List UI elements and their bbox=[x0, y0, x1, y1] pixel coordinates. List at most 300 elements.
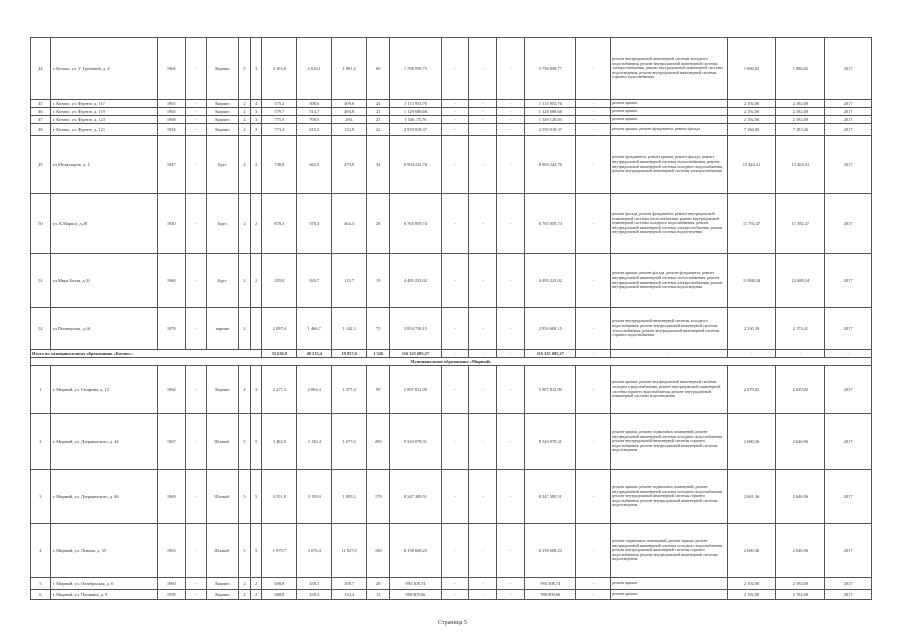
cell-c3: - bbox=[497, 116, 525, 124]
cell-total: 8 247 389,51 bbox=[390, 470, 441, 524]
cell-year: 1965 bbox=[157, 100, 185, 108]
section-row bbox=[31, 358, 872, 366]
cell-s3: 1 961,2 bbox=[332, 38, 367, 100]
cell-works: ремонт крыши, ремонт подвальных помещений, ремонт внутридомовой инженерной системы холодного водоснабжения, ремонт внутридомовой инженерной системы горячего водоснабжения, ремонт внутридомовой инженерной системы водоотведения bbox=[611, 414, 727, 470]
cell-addr: ул.Пионерская, д.16 bbox=[50, 308, 157, 350]
cell-yr: 2017 bbox=[825, 38, 872, 100]
cell-addr: ул.Мелиаторов, д. 4 bbox=[50, 136, 157, 194]
cell-c3: - bbox=[497, 124, 525, 136]
cell-ent: 3 bbox=[250, 38, 262, 100]
cell-p1: 2 192,00 bbox=[727, 100, 776, 108]
table-row bbox=[31, 254, 872, 308]
cell-c3: - bbox=[497, 470, 525, 524]
cell-total: 6 765 859,74 bbox=[390, 194, 441, 254]
cell-sum: 8 543 078,31 bbox=[525, 414, 576, 470]
cell-res: 22 bbox=[367, 124, 390, 136]
cell-p2: 13 404,41 bbox=[776, 136, 825, 194]
cell-b: - bbox=[185, 590, 206, 600]
cell-res: 28 bbox=[367, 194, 390, 254]
cell-c2: - bbox=[469, 194, 497, 254]
cell-d: - bbox=[576, 116, 611, 124]
cell-p1: 1 086,02 bbox=[727, 38, 776, 100]
cell-fl: 4 bbox=[239, 366, 251, 414]
cell-total: 8 543 078,31 bbox=[390, 414, 441, 470]
cell-res: 200 bbox=[367, 414, 390, 470]
cell-ent: 3 bbox=[250, 116, 262, 124]
cell-total: 8 904 242,76 bbox=[390, 136, 441, 194]
cell-d: - bbox=[576, 470, 611, 524]
cell-n: 45 bbox=[31, 100, 51, 108]
table-body-kotovo bbox=[31, 38, 872, 350]
cell-yr: 2017 bbox=[825, 136, 872, 194]
cell-sum: 4 495 225,02 bbox=[525, 254, 576, 308]
cell-addr: ул.Мира Белая, д.31 bbox=[50, 254, 157, 308]
cell-yr: 2017 bbox=[825, 254, 872, 308]
cell-p1: 11 888,34 bbox=[727, 254, 776, 308]
cell-addr: г. Котово, ул. Фрунзе, д. 121 bbox=[50, 124, 157, 136]
cell-works: ремонт подвальных помещений, ремонт крыши, ремонт внутридомовой инженерной системы холодного водоснабжения, ремонт внутридомовой инженерной системы горячего водоснабжения, ремонт внутридомовой инженерной системы водоотведения bbox=[611, 524, 727, 578]
cell-c3: - bbox=[497, 136, 525, 194]
cell-total: 993 308,74 bbox=[390, 578, 441, 590]
cell-p1: 2 679,82 bbox=[727, 366, 776, 414]
cell-mat: Шлакоб. bbox=[206, 470, 239, 524]
cell-addr: г. Котово, ул. У. Громовой, д. 4 bbox=[50, 38, 157, 100]
cell-s1: 498,8 bbox=[262, 578, 297, 590]
cell-works: ремонт крыши bbox=[611, 116, 727, 124]
cell-ent: 3 bbox=[250, 108, 262, 116]
cell-p1: 15 444,41 bbox=[727, 136, 776, 194]
cell-works: ремонт фундамента, ремонт крыши, ремонт фасада, ремонт внутридомовой инженерной системы теплоснабжения, ремонт внутридомовой инженерной системы холодного водоснабжения, ремонт внутридомовой инженерной системы электроснабжения bbox=[611, 136, 727, 194]
cell-res: 34 bbox=[367, 136, 390, 194]
cell-d: - bbox=[576, 308, 611, 350]
cell-b: - bbox=[185, 38, 206, 100]
cell-works: ремонт крыши, ремонт фундамента, ремонт фасада bbox=[611, 124, 727, 136]
cell-year: 1968 bbox=[157, 116, 185, 124]
cell-c2: - bbox=[469, 414, 497, 470]
cell-c3: - bbox=[497, 366, 525, 414]
cell-n: 3 bbox=[31, 470, 51, 524]
cell-s2: 514,7 bbox=[297, 108, 332, 116]
cell-d: - bbox=[576, 136, 611, 194]
cell-sum: 6 765 859,74 bbox=[525, 194, 576, 254]
cell-fl: 2 bbox=[239, 124, 251, 136]
total-c3: - bbox=[497, 350, 525, 358]
cell-p2: 7 183,26 bbox=[776, 124, 825, 136]
cell-yr: 2017 bbox=[825, 308, 872, 350]
cell-p1: 2 680,36 bbox=[727, 414, 776, 470]
cell-b: - bbox=[185, 116, 206, 124]
cell-p2: 2 192,00 bbox=[776, 108, 825, 116]
cell-d: - bbox=[576, 194, 611, 254]
cell-c3: - bbox=[497, 38, 525, 100]
cell-fl: 2 bbox=[239, 590, 251, 600]
cell-sum: 998 809,66 bbox=[525, 590, 576, 600]
cell-ent: 2 bbox=[250, 590, 262, 600]
cell-works: ремонт крыши, ремонт фасада, ремонт фундамента, ремонт внутридомовой инженерной системы теплоснабжения, ремонт внутридомовой инженерной системы электроснабжения, ремонт внутридомовой инженерной системы водоотведения bbox=[611, 254, 727, 308]
cell-year: 1964 bbox=[157, 366, 185, 414]
cell-d: - bbox=[576, 578, 611, 590]
cell-d: - bbox=[576, 124, 611, 136]
cell-res: 99 bbox=[367, 366, 390, 414]
cell-sum: 8 158 608,23 bbox=[525, 524, 576, 578]
cell-works: ремонт крыши bbox=[611, 100, 727, 108]
cell-c1: - bbox=[441, 590, 469, 600]
cell-s3: 1 677,6 bbox=[332, 414, 367, 470]
cell-b: - bbox=[185, 308, 206, 350]
cell-c3: - bbox=[497, 590, 525, 600]
cell-yr: 2017 bbox=[825, 590, 872, 600]
cell-s1: 575,2 bbox=[262, 100, 297, 108]
cell-n: 47 bbox=[31, 116, 51, 124]
cell-b: - bbox=[185, 194, 206, 254]
table-row bbox=[31, 414, 872, 470]
cell-s2: 570,4 bbox=[297, 194, 332, 254]
cell-s3: 134,4 bbox=[332, 590, 367, 600]
cell-c2: - bbox=[469, 254, 497, 308]
cell-p1: 2 130,39 bbox=[727, 308, 776, 350]
cell-c3: - bbox=[497, 194, 525, 254]
cell-p1: 2 681,36 bbox=[727, 470, 776, 524]
cell-b: - bbox=[185, 524, 206, 578]
cell-s2: 3 159,0 bbox=[297, 470, 332, 524]
cell-mat: Кирпич bbox=[206, 38, 239, 100]
cell-s1: 579,7 bbox=[262, 108, 297, 116]
cell-s1: 3 163,0 bbox=[262, 38, 297, 100]
cell-b: - bbox=[185, 578, 206, 590]
cell-sum: 8 247 389,51 bbox=[525, 470, 576, 524]
cell-s3: 115,7 bbox=[332, 254, 367, 308]
capital-repair-table bbox=[30, 37, 872, 600]
cell-s2: 920,7 bbox=[297, 254, 332, 308]
cell-c3: - bbox=[497, 108, 525, 116]
cell-total: 1 788 050,75 bbox=[390, 38, 441, 100]
cell-s1: 1 979,7 bbox=[262, 524, 297, 578]
cell-s3: 464,3 bbox=[332, 194, 367, 254]
cell-addr: г. Мирный, ул. Пушкина, д. 9 bbox=[50, 590, 157, 600]
cell-d: - bbox=[576, 38, 611, 100]
cell-p1: 2 192,00 bbox=[727, 108, 776, 116]
cell-c2: - bbox=[469, 124, 497, 136]
cell-p2: 2 629,82 bbox=[776, 366, 825, 414]
cell-s3: 133,9 bbox=[332, 124, 367, 136]
cell-c2: - bbox=[469, 308, 497, 350]
table-row bbox=[31, 136, 872, 194]
cell-fl: 2 bbox=[239, 194, 251, 254]
total-yr: - bbox=[825, 350, 872, 358]
cell-p1: 2 192,00 bbox=[727, 578, 776, 590]
table-total-row bbox=[31, 350, 872, 366]
cell-fl: 2 bbox=[239, 116, 251, 124]
cell-s2: 3 676,4 bbox=[297, 524, 332, 578]
total-p2: - bbox=[776, 350, 825, 358]
cell-year: 1979 bbox=[157, 308, 185, 350]
cell-p2: 2 173,41 bbox=[776, 308, 825, 350]
cell-b: - bbox=[185, 100, 206, 108]
cell-n: 6 bbox=[31, 590, 51, 600]
cell-total: 4 495 225,02 bbox=[390, 254, 441, 308]
cell-ent: 3 bbox=[250, 124, 262, 136]
cell-c1: - bbox=[441, 470, 469, 524]
cell-p2: 12 688,34 bbox=[776, 254, 825, 308]
cell-yr: 2017 bbox=[825, 194, 872, 254]
cell-p2: 11 582,47 bbox=[776, 194, 825, 254]
cell-s2: 3 130,4 bbox=[297, 414, 332, 470]
table-row bbox=[31, 124, 872, 136]
cell-addr: ул. К.Маркса, д.28 bbox=[50, 194, 157, 254]
cell-works: ремонт крыши, ремонт внутридомовой инженерной системы холодного водоснабжения, ремонт внутридомовой инженерной системы горячего водоснабжения, ремонт внутридомовой инженерной системы водоотведения bbox=[611, 366, 727, 414]
cell-s3: 479,9 bbox=[332, 136, 367, 194]
cell-c2: - bbox=[469, 470, 497, 524]
table-row bbox=[31, 590, 872, 600]
cell-c1: - bbox=[441, 38, 469, 100]
total-cost: 116 325 685,27 bbox=[390, 350, 441, 358]
table-row bbox=[31, 38, 872, 100]
cell-sum: 1 128 688,68 bbox=[525, 108, 576, 116]
cell-works: ремонт внутридомовой инженерной системы холодного водоснабжения, ремонт внутридомовой инженерной системы электроснабжения, ремонт внутридомовой инженерной системы водоотведения, ремонт внутридомовой инженерной системы горячего водоснабжения bbox=[611, 38, 727, 100]
cell-b: - bbox=[185, 254, 206, 308]
cell-p2: 1 086,02 bbox=[776, 38, 825, 100]
cell-mat: Кирпич bbox=[206, 578, 239, 590]
table-row bbox=[31, 100, 872, 108]
cell-n: 46 bbox=[31, 108, 51, 116]
cell-n: 51 bbox=[31, 254, 51, 308]
total-row bbox=[31, 350, 872, 358]
cell-d: - bbox=[576, 100, 611, 108]
cell-c3: - bbox=[497, 254, 525, 308]
cell-works: ремонт крыши bbox=[611, 578, 727, 590]
cell-s2: 439,3 bbox=[297, 590, 332, 600]
cell-works: ремонт крыши bbox=[611, 108, 727, 116]
cell-s1: 255,0 bbox=[262, 254, 297, 308]
cell-mat: Шлакоб. bbox=[206, 524, 239, 578]
cell-s2: 1 466,7 bbox=[297, 308, 332, 350]
cell-year: 1954 bbox=[157, 124, 185, 136]
table-body-mirny bbox=[31, 366, 872, 600]
cell-c2: - bbox=[469, 108, 497, 116]
cell-s1: 748,8 bbox=[262, 136, 297, 194]
cell-p1: 7 184,00 bbox=[727, 124, 776, 136]
total-c2: - bbox=[469, 350, 497, 358]
cell-c1: - bbox=[441, 524, 469, 578]
cell-s2: 2 094,3 bbox=[297, 366, 332, 414]
cell-yr: 2017 bbox=[825, 108, 872, 116]
cell-mat: Кирпич bbox=[206, 366, 239, 414]
cell-works: ремонт крыши bbox=[611, 590, 727, 600]
cell-c1: - bbox=[441, 366, 469, 414]
cell-c2: - bbox=[469, 590, 497, 600]
cell-b: - bbox=[185, 108, 206, 116]
cell-res: 69 bbox=[367, 38, 390, 100]
cell-year: 1967 bbox=[157, 414, 185, 470]
table-row bbox=[31, 194, 872, 254]
cell-res: 20 bbox=[367, 578, 390, 590]
cell-yr: 2017 bbox=[825, 414, 872, 470]
total-area-3: 19 937,6 bbox=[332, 350, 367, 358]
cell-c3: - bbox=[497, 524, 525, 578]
cell-total: 4 559 918,37 bbox=[390, 124, 441, 136]
cell-p2: 2 192,00 bbox=[776, 590, 825, 600]
cell-addr: г. Котово, ул. Фрунзе, д. 123 bbox=[50, 116, 157, 124]
cell-c1: - bbox=[441, 308, 469, 350]
cell-mat: кирпич bbox=[206, 308, 239, 350]
cell-p1: 2 192,00 bbox=[727, 590, 776, 600]
cell-ent: 5 bbox=[250, 524, 262, 578]
cell-c2: - bbox=[469, 116, 497, 124]
cell-p1: 11 792,47 bbox=[727, 194, 776, 254]
cell-b: - bbox=[185, 414, 206, 470]
cell-b: - bbox=[185, 124, 206, 136]
cell-s2: 662,5 bbox=[297, 136, 332, 194]
cell-ent bbox=[250, 308, 262, 350]
table-row bbox=[31, 578, 872, 590]
cell-n: 1 bbox=[31, 366, 51, 414]
cell-d: - bbox=[576, 590, 611, 600]
cell-mat: Кирпич bbox=[206, 108, 239, 116]
cell-s3: 108,7 bbox=[332, 578, 367, 590]
cell-works: ремонт внутридомовой инженерной системы холодного водоснабжения, ремонт внутридомовой инженерной системы теплоснабжения, ремонт внутридомовой инженерной системы горячего водоснабжения bbox=[611, 308, 727, 350]
cell-yr: 2017 bbox=[825, 470, 872, 524]
cell-s1: 878,3 bbox=[262, 194, 297, 254]
cell-mat: Кирпич bbox=[206, 124, 239, 136]
cell-s3: 409,6 bbox=[332, 100, 367, 108]
cell-addr: г. Мирный, ул. Гагарина, д. 12 bbox=[50, 366, 157, 414]
cell-s3: 1 377,4 bbox=[332, 366, 367, 414]
cell-n: 48 bbox=[31, 124, 51, 136]
cell-p2: 2 192,00 bbox=[776, 578, 825, 590]
cell-s1: 3 551,8 bbox=[262, 470, 297, 524]
cell-s3: 11 927,0 bbox=[332, 524, 367, 578]
page-footer: Страница 5 bbox=[437, 620, 468, 626]
cell-works: ремонт фасада, ремонт фундамента, ремонт внутридомовой инженерной системы теплоснабжения, ремонт внутридомовой инженерной системы холодного водоснабжения, ремонт внутридомовой инженерной системы электроснабжения, ремонт внутридомовой инженерной системы водоотведения bbox=[611, 194, 727, 254]
cell-p2: 2 192,00 bbox=[776, 116, 825, 124]
cell-s3: 1 142,3 bbox=[332, 308, 367, 350]
cell-ent: 2 bbox=[250, 254, 262, 308]
cell-fl: 2 bbox=[239, 108, 251, 116]
cell-b: - bbox=[185, 136, 206, 194]
total-area-2: 40 213,4 bbox=[297, 350, 332, 358]
cell-sum: 1 549 128,83 bbox=[525, 116, 576, 124]
cell-fl: 5 bbox=[239, 470, 251, 524]
cell-sum: 1 113 953,76 bbox=[525, 100, 576, 108]
table-row bbox=[31, 470, 872, 524]
cell-b: - bbox=[185, 470, 206, 524]
cell-res: 100 bbox=[367, 524, 390, 578]
total-d: - bbox=[576, 350, 611, 358]
cell-c2: - bbox=[469, 38, 497, 100]
cell-mat: Кирпич bbox=[206, 590, 239, 600]
cell-yr: 2017 bbox=[825, 578, 872, 590]
cell-sum: 4 559 918,37 bbox=[525, 124, 576, 136]
cell-addr: г. Котово, ул. Фрунзе, д. 119 bbox=[50, 108, 157, 116]
cell-c2: - bbox=[469, 100, 497, 108]
table-row bbox=[31, 116, 872, 124]
cell-sum: 8 904 242,76 bbox=[525, 136, 576, 194]
cell-fl: 2 bbox=[239, 578, 251, 590]
cell-res: 179 bbox=[367, 470, 390, 524]
cell-yr: 2017 bbox=[825, 524, 872, 578]
cell-ent: 2 bbox=[250, 578, 262, 590]
cell-total: 5 907 812,99 bbox=[390, 366, 441, 414]
cell-s3: 494,8 bbox=[332, 108, 367, 116]
cell-fl: 2 bbox=[239, 100, 251, 108]
cell-fl: 2 bbox=[239, 254, 251, 308]
cell-year: 1958 bbox=[157, 590, 185, 600]
cell-s3: 283, bbox=[332, 116, 367, 124]
cell-res: 21 bbox=[367, 108, 390, 116]
cell-p2: 2 646,96 bbox=[776, 414, 825, 470]
total-works: - bbox=[611, 350, 727, 358]
cell-c3: - bbox=[497, 578, 525, 590]
cell-c1: - bbox=[441, 124, 469, 136]
cell-year: 1963 bbox=[157, 524, 185, 578]
cell-sum: 5 907 812,99 bbox=[525, 366, 576, 414]
total-c1: - bbox=[441, 350, 469, 358]
cell-c2: - bbox=[469, 524, 497, 578]
cell-c3: - bbox=[497, 308, 525, 350]
section-title: Муниципальное образование «Мирный» bbox=[31, 358, 872, 366]
cell-mat: Кирпич bbox=[206, 100, 239, 108]
cell-s3: 1 859,2 bbox=[332, 470, 367, 524]
cell-mat: Шлакоб. bbox=[206, 414, 239, 470]
cell-d: - bbox=[576, 524, 611, 578]
cell-s2: 615,5 bbox=[297, 124, 332, 136]
cell-yr: 2017 bbox=[825, 124, 872, 136]
cell-c2: - bbox=[469, 366, 497, 414]
cell-s1: 775,9 bbox=[262, 116, 297, 124]
cell-mat: Брус bbox=[206, 136, 239, 194]
cell-c1: - bbox=[441, 100, 469, 108]
cell-total: 998 809,66 bbox=[390, 590, 441, 600]
cell-yr: 2017 bbox=[825, 366, 872, 414]
cell-c3: - bbox=[497, 414, 525, 470]
cell-sum: 993 308,74 bbox=[525, 578, 576, 590]
cell-addr: г. Котово, ул. Фрунзе, д. 117 bbox=[50, 100, 157, 108]
cell-c2: - bbox=[469, 136, 497, 194]
cell-ent: 4 bbox=[250, 100, 262, 108]
table-row bbox=[31, 108, 872, 116]
cell-c1: - bbox=[441, 254, 469, 308]
cell-res: 27 bbox=[367, 116, 390, 124]
cell-s2: 700,5 bbox=[297, 116, 332, 124]
cell-c1: - bbox=[441, 578, 469, 590]
cell-addr: г. Мирный, ул. Дзержинского, д. 46 bbox=[50, 470, 157, 524]
cell-year: 1969 bbox=[157, 470, 185, 524]
cell-ent: 5 bbox=[250, 414, 262, 470]
cell-fl: 5 bbox=[239, 414, 251, 470]
total-label: Итого по муниципальному образованию «Котово»: bbox=[31, 350, 262, 358]
cell-addr: г. Мирный, ул. Дзержинского, д. 44 bbox=[50, 414, 157, 470]
total-p1: - bbox=[727, 350, 776, 358]
cell-sum: 5 756 858,77 bbox=[525, 38, 576, 100]
cell-fl: 5 bbox=[239, 38, 251, 100]
cell-total: 8 158 608,23 bbox=[390, 524, 441, 578]
cell-fl: 5 bbox=[239, 524, 251, 578]
cell-d: - bbox=[576, 366, 611, 414]
table-row bbox=[31, 524, 872, 578]
cell-n: 4 bbox=[31, 524, 51, 578]
cell-s1: 2 097,4 bbox=[262, 308, 297, 350]
cell-p1: 2 680,36 bbox=[727, 524, 776, 578]
cell-d: - bbox=[576, 414, 611, 470]
cell-addr: г. Мирный, ул. Ленина, д. 35 bbox=[50, 524, 157, 578]
cell-year: 1960 bbox=[157, 254, 185, 308]
cell-total: 1 128 688,68 bbox=[390, 108, 441, 116]
cell-year: 1940 bbox=[157, 194, 185, 254]
cell-year: 1964 bbox=[157, 38, 185, 100]
cell-c2: - bbox=[469, 578, 497, 590]
cell-p2: 2 192,00 bbox=[776, 100, 825, 108]
cell-addr: г. Мирный, ул. Октябрьская, д. 6 bbox=[50, 578, 157, 590]
